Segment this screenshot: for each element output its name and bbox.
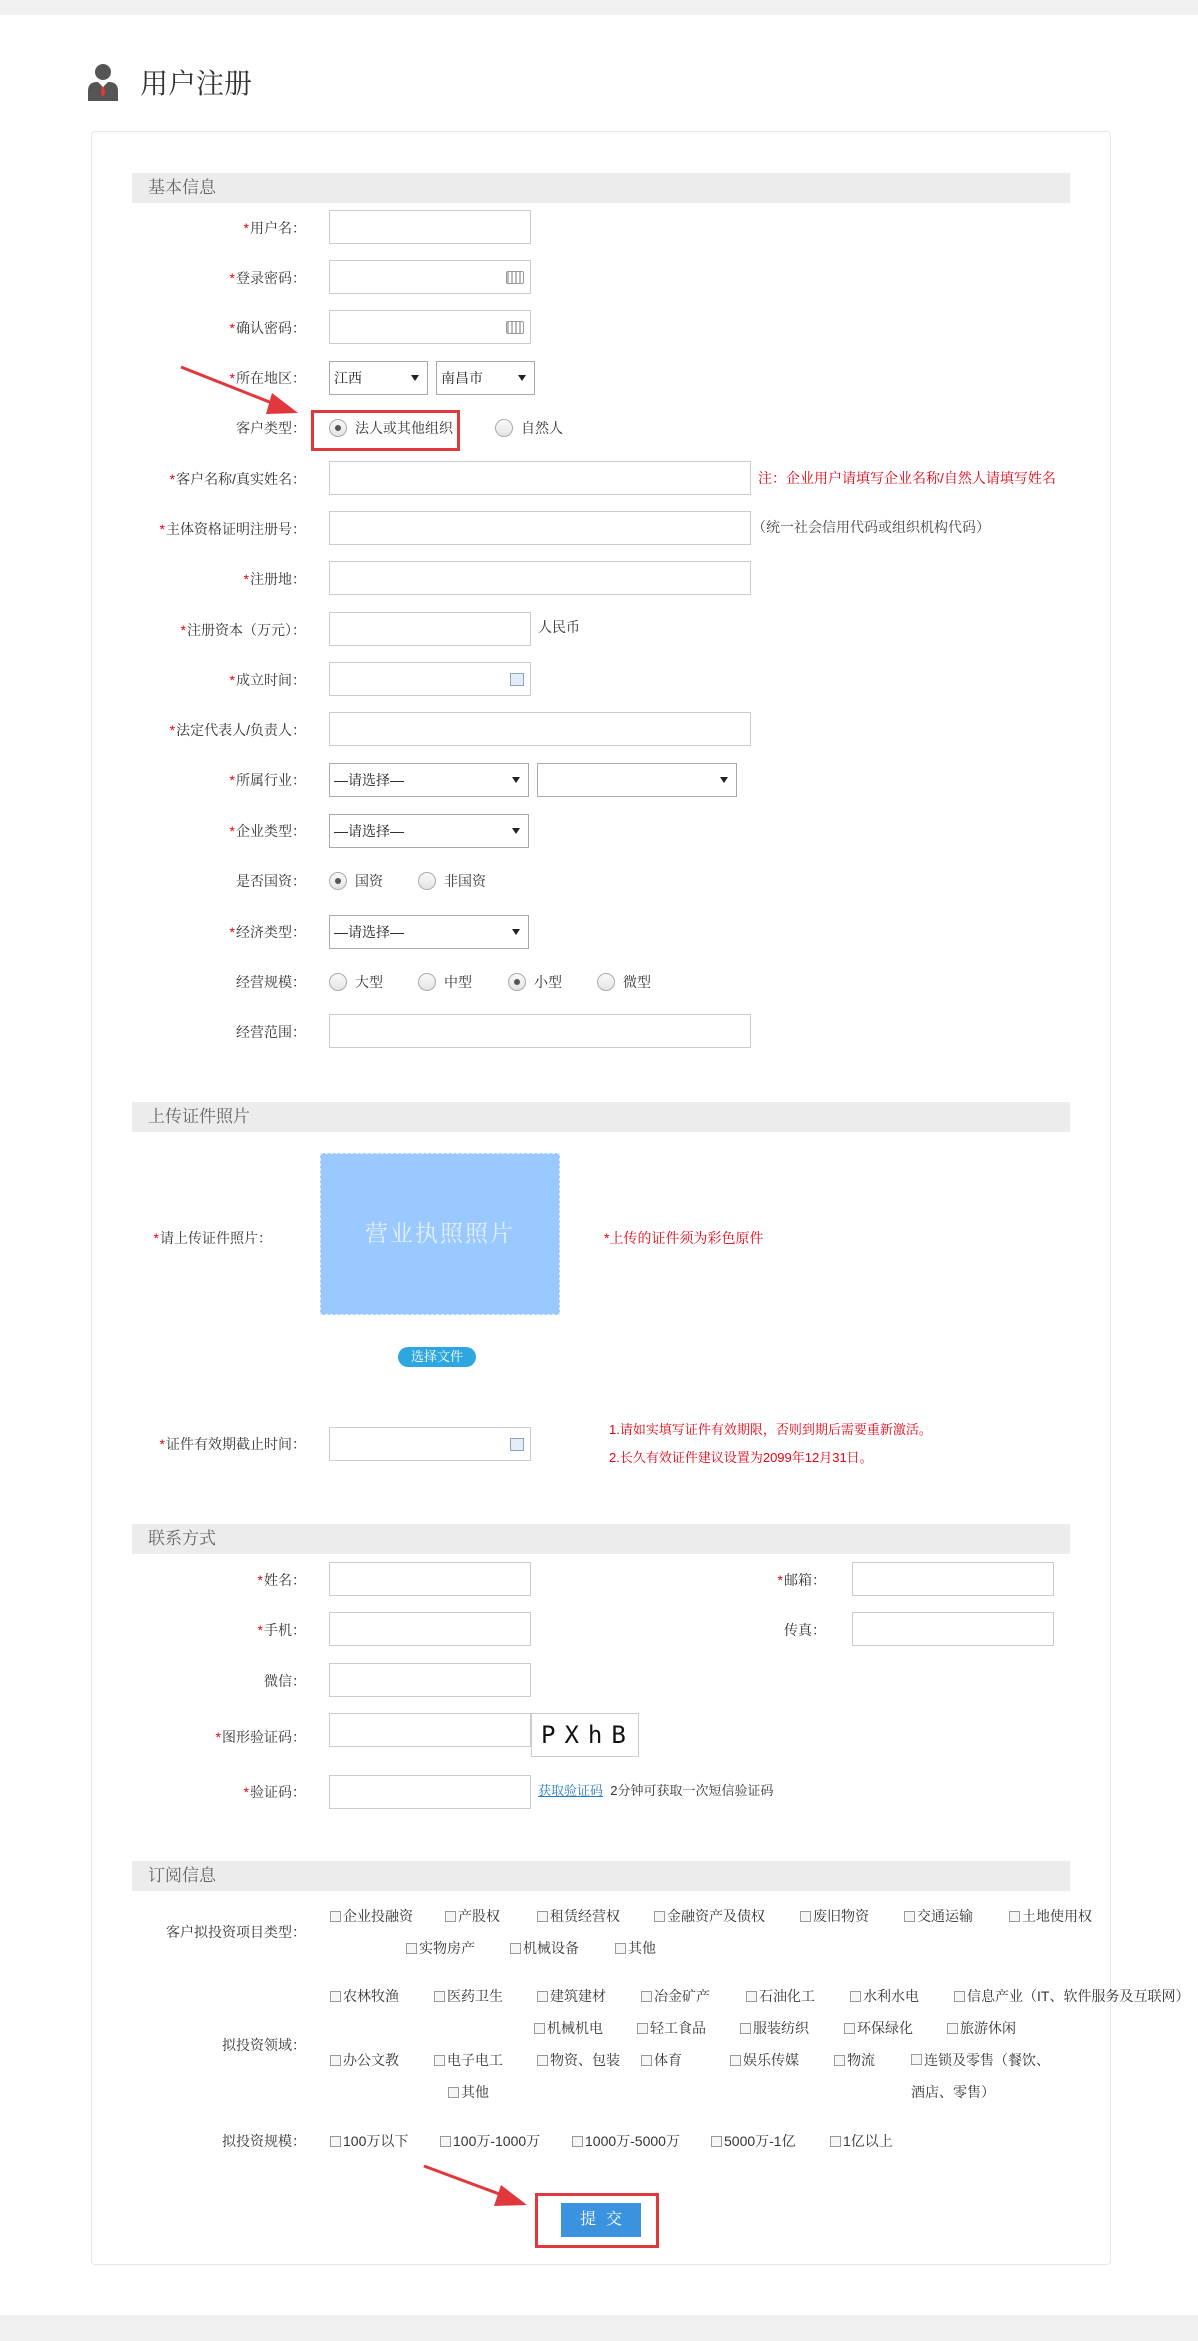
choose-file-button[interactable]: 选择文件 bbox=[398, 1347, 476, 1367]
checkbox-field[interactable]: 物资、包装 bbox=[537, 2044, 620, 2076]
contact-name-label: *姓名： bbox=[257, 1572, 306, 1588]
scope-label: 经营范围： bbox=[236, 1024, 306, 1040]
reg-no-note: （统一社会信用代码或组织机构代码） bbox=[752, 519, 990, 535]
radio-state-owned[interactable]: 国资 bbox=[329, 871, 383, 891]
checkbox-field[interactable]: 其他 bbox=[448, 2076, 489, 2108]
checkbox-invest-scale[interactable]: 1000万-5000万 bbox=[572, 2125, 680, 2157]
project-type-label: 客户拟投资项目类型： bbox=[166, 1924, 306, 1940]
section-upload: 上传证件照片 bbox=[132, 1102, 1070, 1132]
page-title: 用户注册 bbox=[140, 67, 253, 100]
checkbox-project-type[interactable]: 废旧物资 bbox=[800, 1900, 869, 1932]
expiry-label: *证件有效期截止时间： bbox=[159, 1436, 306, 1452]
checkbox-project-type[interactable]: 机械设备 bbox=[510, 1932, 579, 1964]
radio-legal-entity[interactable]: 法人或其他组织 bbox=[329, 418, 453, 438]
section-contact: 联系方式 bbox=[132, 1524, 1070, 1554]
legal-rep-label: *法定代表人/负责人： bbox=[169, 722, 306, 738]
checkbox-field[interactable]: 旅游休闲 bbox=[947, 2012, 1016, 2044]
checkbox-project-type[interactable]: 土地使用权 bbox=[1009, 1900, 1092, 1932]
customer-type-label: 客户类型： bbox=[236, 420, 306, 436]
industry-select[interactable]: —请选择— bbox=[329, 763, 529, 797]
checkbox-field[interactable]: 物流 bbox=[834, 2044, 875, 2076]
submit-button[interactable]: 提交 bbox=[561, 2203, 641, 2237]
economy-type-label: *经济类型： bbox=[229, 924, 306, 940]
checkbox-project-type[interactable]: 产股权 bbox=[445, 1900, 500, 1932]
radio-natural-person[interactable]: 自然人 bbox=[495, 418, 563, 438]
economy-type-select[interactable]: —请选择— bbox=[329, 915, 529, 949]
state-owned-label: 是否国资： bbox=[236, 873, 306, 889]
checkbox-project-type[interactable]: 金融资产及债权 bbox=[654, 1900, 765, 1932]
reg-place-label: *注册地： bbox=[243, 571, 306, 587]
radio-scale-small[interactable]: 小型 bbox=[508, 972, 562, 992]
founded-label: *成立时间： bbox=[229, 672, 306, 688]
sms-note: 2分钟可获取一次短信验证码 bbox=[610, 1783, 774, 1798]
checkbox-field[interactable]: 电子电工 bbox=[434, 2044, 503, 2076]
password-label: *登录密码： bbox=[229, 270, 306, 286]
province-select[interactable]: 江西 bbox=[329, 361, 428, 395]
checkbox-field[interactable]: 办公文教 bbox=[330, 2044, 399, 2076]
license-photo-dropzone[interactable]: 营业执照照片 bbox=[320, 1153, 560, 1315]
checkbox-field[interactable]: 冶金矿产 bbox=[641, 1980, 710, 2012]
wechat-label: 微信： bbox=[264, 1673, 306, 1689]
checkbox-field[interactable]: 环保绿化 bbox=[844, 2012, 913, 2044]
customer-name-label: *客户名称/真实姓名： bbox=[169, 471, 306, 487]
city-select[interactable]: 南昌市 bbox=[436, 361, 535, 395]
checkbox-field[interactable]: 医药卫生 bbox=[434, 1980, 503, 2012]
radio-non-state-owned[interactable]: 非国资 bbox=[418, 871, 486, 891]
checkbox-project-type[interactable]: 租赁经营权 bbox=[537, 1900, 620, 1932]
mobile-label: *手机： bbox=[257, 1622, 306, 1638]
get-code-link[interactable]: 获取验证码 bbox=[538, 1783, 604, 1798]
checkbox-field[interactable]: 机械机电 bbox=[534, 2012, 603, 2044]
checkbox-field[interactable]: 连锁及零售（餐饮、酒店、零售） bbox=[911, 2052, 1050, 2100]
email-label: *邮箱： bbox=[777, 1572, 826, 1588]
checkbox-field[interactable]: 石油化工 bbox=[746, 1980, 815, 2012]
checkbox-project-type[interactable]: 企业投融资 bbox=[330, 1900, 413, 1932]
section-subscribe: 订阅信息 bbox=[132, 1861, 1070, 1891]
scale-label: 经营规模： bbox=[236, 974, 306, 990]
expiry-note-2: 2.长久有效证件建议设置为2099年12月31日。 bbox=[609, 1450, 873, 1465]
capital-label: *注册资本（万元）： bbox=[180, 622, 306, 638]
photo-note: *上传的证件须为彩色原件 bbox=[604, 1230, 764, 1246]
checkbox-field[interactable]: 农林牧渔 bbox=[330, 1980, 399, 2012]
radio-scale-micro[interactable]: 微型 bbox=[597, 972, 651, 992]
checkbox-field[interactable]: 建筑建材 bbox=[537, 1980, 606, 2012]
invest-scale-label: 拟投资规模： bbox=[222, 2133, 306, 2149]
section-basic-info: 基本信息 bbox=[132, 173, 1070, 203]
checkbox-field[interactable]: 体育 bbox=[641, 2044, 682, 2076]
photo-label: *请上传证件照片： bbox=[153, 1230, 272, 1246]
sms-code-label: *验证码： bbox=[243, 1784, 306, 1800]
invest-field-label: 拟投资领域： bbox=[222, 2037, 306, 2053]
region-label: *所在地区： bbox=[229, 370, 306, 386]
checkbox-field[interactable]: 水利水电 bbox=[850, 1980, 919, 2012]
captcha-image[interactable]: PXhB bbox=[531, 1713, 639, 1757]
checkbox-field[interactable]: 服装纺织 bbox=[740, 2012, 809, 2044]
industry-label: *所属行业： bbox=[229, 772, 306, 788]
radio-scale-medium[interactable]: 中型 bbox=[418, 972, 472, 992]
confirm-password-label: *确认密码： bbox=[229, 320, 306, 336]
fax-label: 传真： bbox=[784, 1622, 826, 1638]
capital-unit: 人民币 bbox=[538, 619, 580, 635]
username-label: *用户名： bbox=[243, 220, 306, 236]
checkbox-field[interactable]: 信息产业（IT、软件服务及互联网） bbox=[954, 1980, 1189, 2012]
customer-name-note: 注：企业用户请填写企业名称/自然人请填写姓名 bbox=[758, 470, 1056, 486]
checkbox-invest-scale[interactable]: 1亿以上 bbox=[830, 2125, 893, 2157]
checkbox-invest-scale[interactable]: 100万以下 bbox=[330, 2125, 408, 2157]
checkbox-invest-scale[interactable]: 5000万-1亿 bbox=[711, 2125, 796, 2157]
radio-scale-large[interactable]: 大型 bbox=[329, 972, 383, 992]
checkbox-project-type[interactable]: 其他 bbox=[615, 1932, 656, 1964]
checkbox-project-type[interactable]: 交通运输 bbox=[904, 1900, 973, 1932]
reg-no-label: *主体资格证明注册号： bbox=[159, 521, 306, 537]
enterprise-type-label: *企业类型： bbox=[229, 823, 306, 839]
enterprise-type-select[interactable]: —请选择— bbox=[329, 814, 529, 848]
checkbox-field[interactable]: 娱乐传媒 bbox=[730, 2044, 799, 2076]
expiry-note-1: 1.请如实填写证件有效期限，否则到期后需要重新激活。 bbox=[609, 1422, 932, 1437]
checkbox-project-type[interactable]: 实物房产 bbox=[406, 1932, 475, 1964]
checkbox-field[interactable]: 轻工食品 bbox=[637, 2012, 706, 2044]
captcha-label: *图形验证码： bbox=[215, 1729, 306, 1745]
checkbox-invest-scale[interactable]: 100万-1000万 bbox=[440, 2125, 540, 2157]
